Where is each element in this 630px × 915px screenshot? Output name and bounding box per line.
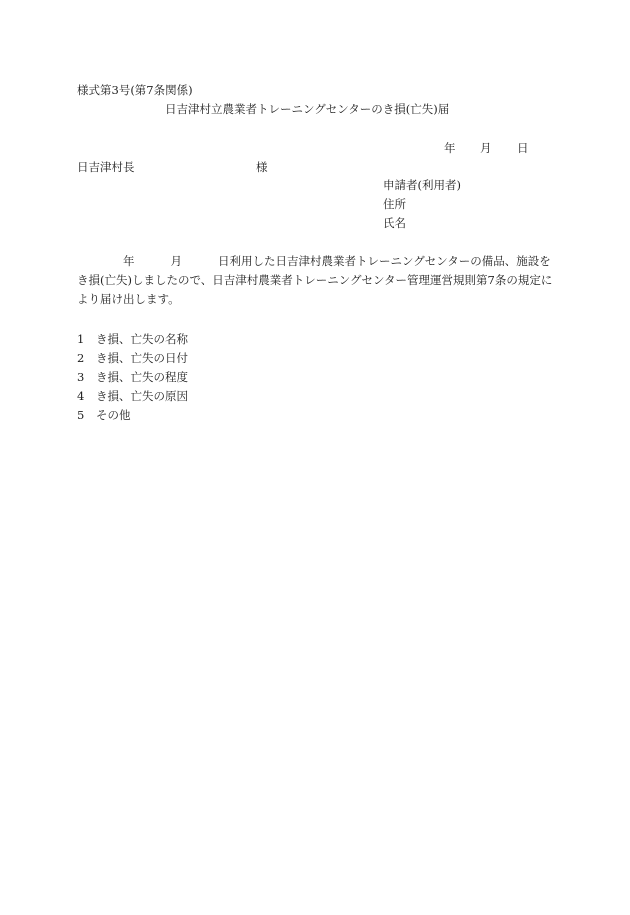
list-item [77,387,188,406]
body-paragraph [77,252,555,309]
list-item [77,368,188,387]
body-year-label: 年 [123,254,135,268]
item-number: 5 [77,408,85,422]
list-item [77,406,188,425]
item-label: その他 [96,408,131,422]
item-label: き損、亡失の程度 [96,370,188,384]
body-text: 日利用した日吉津村農業者トレーニングセンターの備品、施設をき損(亡失)しましたので、日吉津村農業者トレーニングセンター管理運営規則第7条の規定により届け出します。 [77,254,553,306]
item-number: 3 [77,370,85,384]
submission-date [444,141,529,155]
item-label: き損、亡失の原因 [96,389,188,403]
addressee-name: 日吉津村長 [77,160,135,174]
item-label: き損、亡失の名称 [96,332,188,346]
addressee-honorific: 様 [256,160,268,174]
date-month-label: 月 [480,141,492,155]
body-month-label: 月 [170,254,182,268]
address-label: 住所 [383,197,406,211]
item-list [77,330,188,425]
form-number: 様式第3号(第7条関係) [77,83,193,97]
item-number: 2 [77,351,85,365]
date-year-label: 年 [444,141,456,155]
document-title: 日吉津村立農業者トレーニングセンターのき損(亡失)届 [165,102,450,116]
item-number: 1 [77,332,85,346]
item-number: 4 [77,389,85,403]
date-day-label: 日 [517,141,529,155]
applicant-label: 申請者(利用者) [383,178,461,192]
list-item [77,349,188,368]
list-item [77,330,188,349]
item-label: き損、亡失の日付 [96,351,188,365]
name-label: 氏名 [383,216,406,230]
